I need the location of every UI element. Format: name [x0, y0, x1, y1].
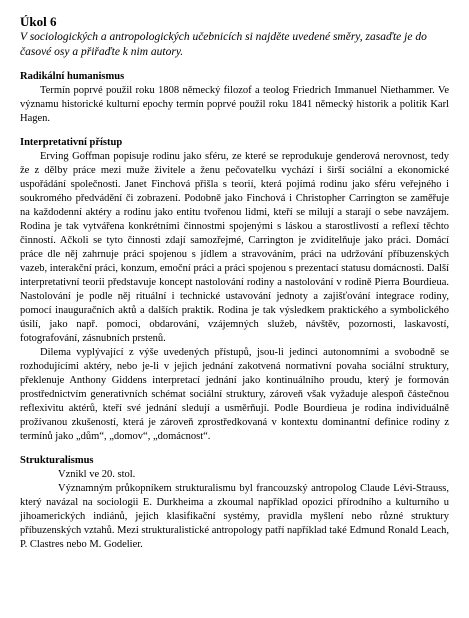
section-heading: Radikální humanismus — [20, 71, 125, 82]
section-heading: Interpretativní přístup — [20, 137, 123, 148]
paragraph: Významným průkopníkem strukturalismu byl francouzský antropolog Claude Lévi-Strauss, který navázal na sociologii E. Durkheima a zkoumal například opozici přírodního a kulturního u jihoamerických indiánů, jejich klasifikační systémy, pravidla myšlení nebo různé struktury příbuzenských vztahů. Mezi strukturalistické antropology patří například také Edmund Ronald Leach, P. Clastres nebo M. Godelier. — [20, 483, 449, 550]
section-structuralism — [20, 454, 449, 552]
section-heading: Strukturalismus — [20, 455, 94, 466]
section-interpretative-approach — [20, 136, 449, 444]
task-title: Úkol 6 — [20, 14, 57, 29]
task-instruction: V sociologických a antropologických učebnicích si najděte uvedené směry, zasaďte je do časové osy a přiřaďte k nim autory. — [20, 31, 427, 58]
paragraph: Dilema vyplývající z výše uvedených přístupů, jsou-li jedinci autonomními a svobodně se rozhodujícími aktéry, nebo je-li v jejich jednání zakotvená normativní povaha sociální struktury, překlenuje Anthony Giddens interpretací jednání jako kontinuálního proudu, který je formován prostřednictvím generativních schémat sociální struktury, zároveň však vyžaduje alespoň částečnou reflexivitu aktérů, kteří své jednání sledují a usměrňují. Podle Bourdieua je rodina individuálně prožívanou zkušeností, která je zároveň zprostředkovaná v kontextu dominantní definice rodiny z termínů jako „dům“, „domov“, „domácnost“. — [20, 347, 449, 442]
section-radical-humanism — [20, 70, 449, 126]
paragraph: Erving Goffman popisuje rodinu jako sféru, ze které se reprodukuje genderová nerovnost, tedy že z dělby práce mezi muže živitele a ženu pečovatelku vychází i širší sociální a ekonomické uspořádání společnosti. Janet Finchová přišla s teorií, která pojímá rodinu jako sféru veřejného i soukromého předvádění či zobrazení. Podobně jako Finchová i Christopher Carrington se zaměřuje na každodenní aktéry a rodinu jako entitu tvořenou lidmi, kteří se milují a starají o sebe navzájem. Rodina je tak vytvářena konkrétními činnostmi spojenými s láskou a starostlivostí a reflexí těchto činností. Ačkoli se tyto činnosti zdají samozřejmé, Carrington je zviditelňuje jako práci. Domácí práce dle něj zahrnuje práci spojenou s jídlem a stravováním, práci na udržování příbuzenských vazeb, interakční práci, konzum, emoční práci a práci spojenou s prezentací statusu domácnosti. Další interpretativní teorii představuje koncept nastolování rodiny a nastolování v rodině Pierra Bourdieua. Nastolování je podle něj rituální i technické ustavování jednoty a zajišťování integrace rodiny, pomocí inauguračních aktů a dalších praktik. Rodina je tak výsledkem praktického a symbolického úsilí, jako např. pomoci, obdarování, vzájemných služeb, návštěv, pozornosti, laskavostí, fotografování, zásnubních prstenů. — [20, 151, 449, 344]
paragraph: Termín poprvé použil roku 1808 německý filozof a teolog Friedrich Immanuel Niethammer. Ve významu historické kulturní epochy termín poprvé použil roku 1841 německý historik a politik Karl Hagen. — [20, 85, 449, 124]
paragraph: Vznikl ve 20. stol. — [58, 469, 136, 480]
